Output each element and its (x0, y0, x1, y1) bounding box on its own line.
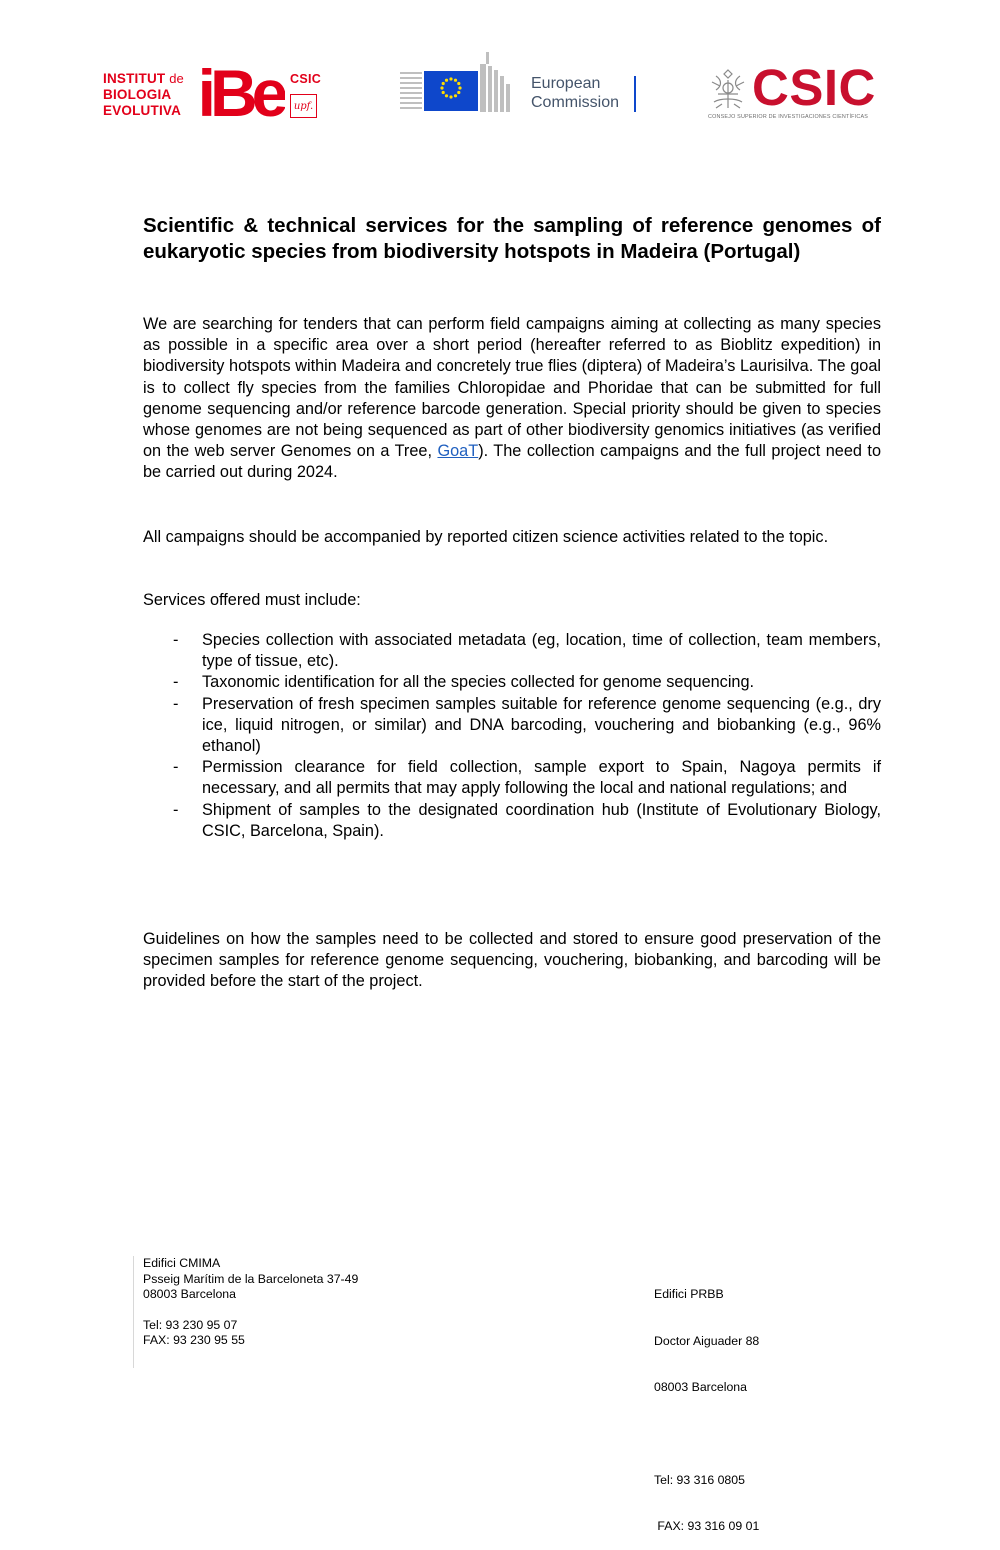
ibe-mark-text: iBe (197, 58, 283, 122)
csic-logo (708, 59, 912, 124)
footer-left-fax: FAX: 93 230 95 55 (143, 1333, 245, 1347)
footer-right-street: Doctor Aiguader 88 (654, 1333, 760, 1348)
list-dash: - (173, 758, 179, 777)
ec-logo-text (531, 74, 619, 112)
footer-right-tel: Tel: 93 316 0805 (654, 1472, 745, 1487)
list-item (143, 672, 881, 693)
list-dash: - (173, 673, 179, 692)
csic-emblem-icon (708, 68, 748, 112)
footer-left-building: Edifici CMIMA (143, 1256, 221, 1270)
document-title: Scientific & technical services for the sampling of reference genomes of eukaryotic species from biodiversity hotspots in Madeira (Portugal) (143, 214, 881, 263)
eu-flag (424, 71, 478, 111)
service-text: Shipment of samples to the designated coordination hub (Institute of Evolutionary Biology, CSIC, Barcelona, Spain). (202, 800, 881, 840)
ibe-logo (103, 58, 328, 124)
goat-link[interactable]: GoaT (437, 442, 479, 461)
ibe-logo-csic: CSIC (290, 72, 322, 86)
intro-paragraph (143, 314, 881, 484)
list-dash: - (173, 694, 179, 713)
list-item (143, 694, 881, 758)
footer-right-building: Edifici PRBB (654, 1287, 724, 1301)
footer-right-city: 08003 Barcelona (654, 1380, 747, 1394)
service-text: Permission clearance for field collection, sample export to Spain, Nagoya permits if necessary, and all permits that may apply following the local and national regulations; and (202, 758, 881, 798)
intro-text-end: ). The collection campaigns and the full project need to be carried out during 2024. (143, 442, 881, 482)
csic-wordmark: CSIC (752, 59, 876, 116)
ec-logo-line2: Commission (531, 94, 620, 111)
ibe-logo-wordmark (103, 71, 199, 119)
ec-building-icon (400, 52, 510, 114)
ibe-logo-line1-de: de (169, 71, 184, 86)
citizen-science-paragraph: All campaigns should be accompanied by reported citizen science activities related to the topic. (143, 528, 829, 546)
footer-right-fax: FAX: 93 316 09 01 (654, 1519, 760, 1533)
list-item (143, 757, 881, 799)
footer-divider (133, 1256, 134, 1368)
ibe-logo-line1: INSTITUT (103, 71, 166, 86)
footer-left-city: 08003 Barcelona (143, 1287, 236, 1301)
service-text: Species collection with associated metadata (eg, location, time of collection, team members, type of tissue, etc). (202, 631, 881, 671)
ec-logo-bar (634, 76, 636, 112)
ibe-logo-line3: EVOLUTIVA (103, 103, 182, 118)
ec-logo-line1: European (531, 75, 601, 92)
services-list (143, 630, 881, 842)
ibe-mark-icon (195, 58, 285, 122)
services-heading: Services offered must include: (143, 591, 361, 609)
ibe-logo-line2: BIOLOGIA (103, 87, 172, 102)
list-dash: - (173, 800, 179, 819)
european-commission-logo (400, 52, 640, 118)
service-text: Taxonomic identification for all the species collected for genome sequencing. (202, 673, 755, 692)
footer-address-left (143, 1256, 358, 1349)
list-item (143, 630, 881, 672)
intro-text: We are searching for tenders that can perform field campaigns aiming at collecting as many species as possible in a specific area over a short period (hereafter referred to as Bioblitz expedition) in biodiversity hotspots within Madeira and concretely true flies (diptera) of Madeira’s Laurisilva. The goal is to collect fly species from the families Chloropidae and Phoridae that can be submitted for full genome sequencing and/or reference barcode generation. Special priority should be given to species whose genomes are not being sequenced as part of other biodiversity genomics initiatives (as verified on the web server Genomes on a Tree, (143, 315, 881, 461)
service-text: Preservation of fresh specimen samples suitable for reference genome sequencing (e.g., dry ice, liquid nitrogen, or similar) and DNA barcoding, vouchering and biobanking (e.g., 96% ethanol) (202, 694, 881, 756)
list-dash: - (173, 631, 179, 649)
footer-address-right (654, 1256, 759, 1550)
list-item (143, 800, 881, 842)
footer-left-tel: Tel: 93 230 95 07 (143, 1317, 238, 1332)
csic-subtitle: CONSEJO SUPERIOR DE INVESTIGACIONES CIENTÍFICAS (708, 114, 869, 120)
upf-badge: upf. (290, 94, 317, 118)
footer-left-street: Psseig Marítim de la Barceloneta 37-49 (143, 1271, 359, 1286)
guidelines-paragraph: Guidelines on how the samples need to be collected and stored to ensure good preservation of the specimen samples for reference genome sequencing, vouchering, biobanking, and barcoding will be provided before the start of the project. (143, 930, 881, 991)
